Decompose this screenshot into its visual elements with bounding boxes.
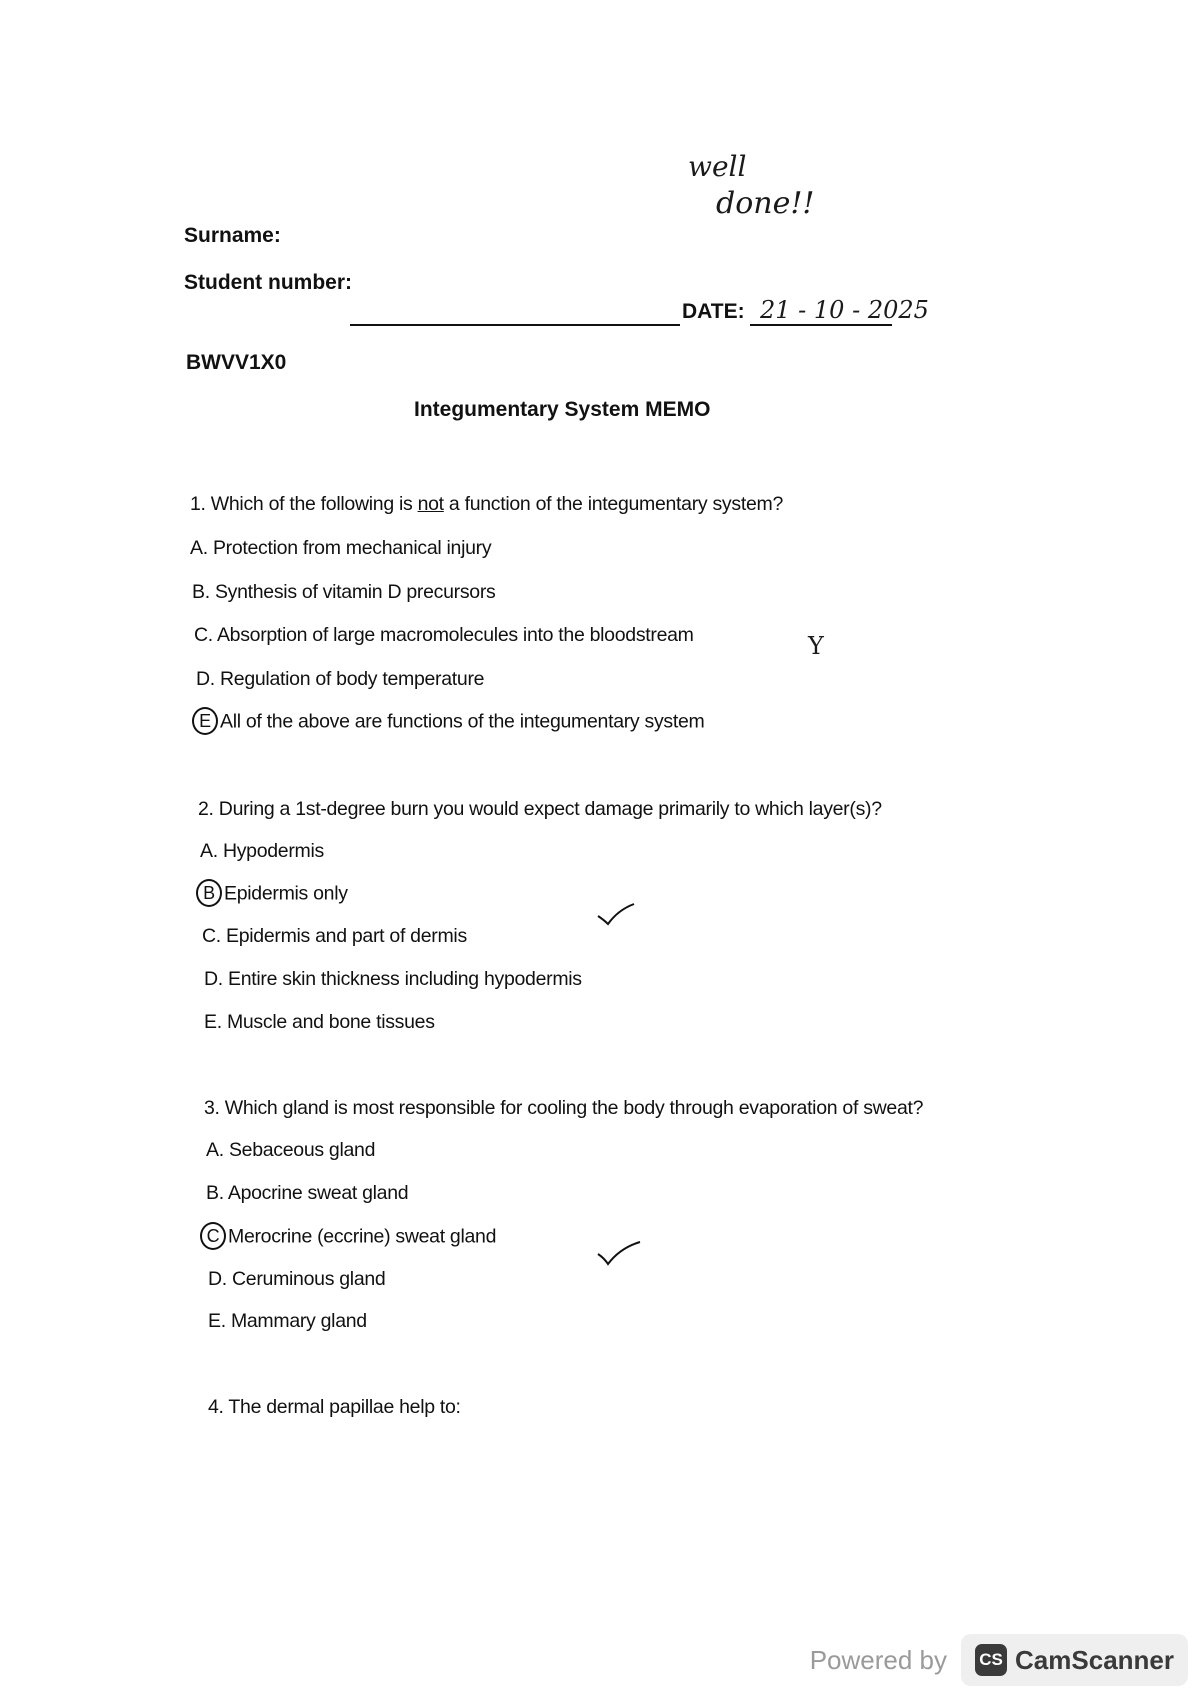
q1-option-d: D. Regulation of body temperature xyxy=(196,668,485,690)
q1-mark: Y xyxy=(808,632,824,660)
camscanner-logo-icon: CS xyxy=(975,1644,1007,1676)
question-2-stem: 2. During a 1st-degree burn you would expect damage primarily to which layer(s)? xyxy=(198,798,882,820)
camscanner-name: CamScanner xyxy=(1015,1644,1174,1675)
q1-option-b: B. Synthesis of vitamin D precursors xyxy=(192,581,496,603)
q3-option-e: E. Mammary gland xyxy=(208,1310,367,1332)
camscanner-badge xyxy=(961,1634,1188,1686)
check-mark-icon xyxy=(596,900,636,928)
q1-option-c: C. Absorption of large macromolecules into the bloodstream xyxy=(194,624,694,646)
circled-answer: E xyxy=(192,707,218,735)
powered-by-text: Powered by xyxy=(809,1644,948,1675)
q2-option-a: A. Hypodermis xyxy=(200,840,324,862)
q2-option-c: C. Epidermis and part of dermis xyxy=(202,925,467,947)
q3-option-a: A. Sebaceous gland xyxy=(206,1139,376,1161)
q2-option-d: D. Entire skin thickness including hypodermis xyxy=(204,968,582,990)
q1-option-e-selected: E All of the above are functions of the integumentary system xyxy=(192,710,704,735)
q3-option-b: B. Apocrine sweat gland xyxy=(206,1182,409,1204)
check-mark-icon xyxy=(596,1236,642,1268)
circled-answer: B xyxy=(196,879,222,907)
q3-option-c-selected: C Merocrine (eccrine) sweat gland xyxy=(200,1225,496,1250)
q2-option-e: E. Muscle and bone tissues xyxy=(204,1011,435,1033)
handwritten-done: done!! xyxy=(716,186,815,221)
date-label: DATE: xyxy=(682,300,745,323)
date-value: 21 - 10 - 2025 xyxy=(760,296,929,324)
course-code: BWVV1X0 xyxy=(186,351,287,374)
question-1-stem: 1. Which of the following is not a function of the integumentary system? xyxy=(190,493,783,515)
camscanner-watermark xyxy=(810,1634,1188,1686)
q1-option-a: A. Protection from mechanical injury xyxy=(190,537,492,559)
circled-answer: C xyxy=(200,1222,226,1250)
page-title: Integumentary System MEMO xyxy=(414,398,711,421)
date-line xyxy=(750,324,892,326)
student-number-label: Student number: xyxy=(184,271,352,294)
q3-option-d: D. Ceruminous gland xyxy=(208,1268,386,1290)
q2-option-b-selected: B Epidermis only xyxy=(196,882,348,907)
surname-label: Surname: xyxy=(184,224,281,247)
question-4-stem: 4. The dermal papillae help to: xyxy=(208,1396,461,1418)
student-number-line xyxy=(350,324,680,326)
handwritten-well: well xyxy=(688,150,747,183)
question-3-stem: 3. Which gland is most responsible for cooling the body through evaporation of sweat? xyxy=(204,1097,924,1119)
